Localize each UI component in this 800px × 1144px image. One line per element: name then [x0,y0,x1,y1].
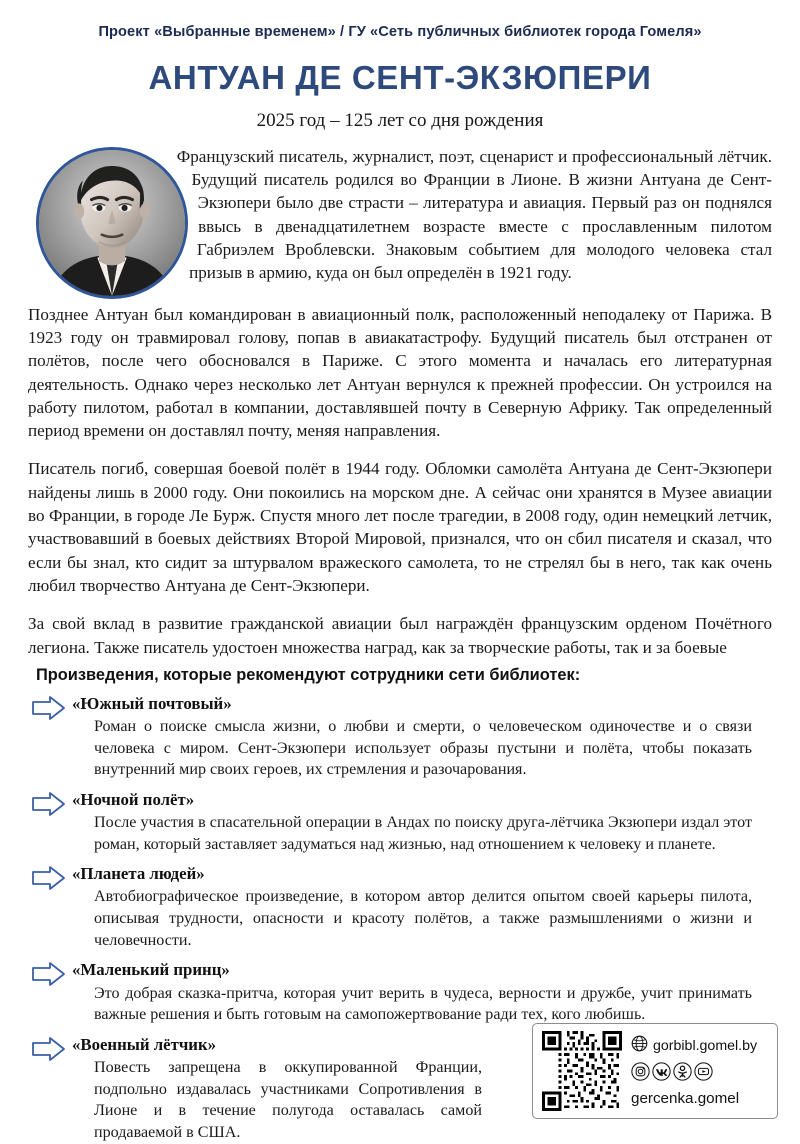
arrow-right-icon [30,790,68,818]
biography-paragraph-1: Французский писатель, журналист, поэт, сценарист и профессиональный лётчик. Будущий писатель родился во Франции в Лионе. В жизни Антуана де Сент-Экзюпери было две страсти – литература и авиация. Первый раз он поднялся ввысь в двенадцатилетнем возрасте вместе с прославленным пилотом Габриэлем Вроблевски. Знаковым событием для молодого человека стал призыв в армию, куда он был определён в 1921 году. [176,146,772,283]
work-title: «Планета людей» [72,864,205,884]
vk-icon[interactable] [652,1062,671,1086]
portrait-photo [36,147,188,299]
website-row[interactable] [631,1035,757,1057]
arrow-right-icon [30,864,68,892]
work-item [28,694,772,781]
youtube-icon[interactable] [694,1062,713,1086]
social-icons-row [631,1062,757,1086]
contact-details [631,1035,757,1107]
website-url: gorbibl.gomel.by [653,1038,758,1054]
work-title: «Ночной полёт» [72,789,195,809]
work-item [28,864,772,951]
work-title: «Южный почтовый» [72,693,232,713]
biography-paragraph-4: За свой вклад в развитие гражданской авиации был награждён французским орденом Почётного легиона. Также писатель удостоен множества наград, как за творческие работы, так и за боевые [28,614,772,657]
biography-paragraph-3: Писатель погиб, совершая боевой полёт в 1944 году. Обломки самолёта Антуана де Сент-Экзюпери найдены лишь в 2000 году. Они покоились на морском дне. А сейчас они хранятся в Музее авиации во Франции, в городе Ле Бурж. Спустя много лет после трагедии, в 2008 году, один немецкий летчик, участвовавший в боевых действиях Второй Мировой, признался, что он сбил писателя и сказал, что если бы знал, кто сидит за штурвалом вражеского самолета, то не стрелял бы в него, так как очень любил творчество Антуана де Сент-Экзюпери. [28,459,772,595]
work-description: Автобиографическое произведение, в котором автор делится опытом своей карьеры пилота, описывая трудности, опасности и красоту полётов, а также размышлениями о жизни и человечности. [94,888,752,949]
work-description: Это добрая сказка-притча, которая учит верить в чудеса, верности и дружбе, учит принимать важные решения и быть готовым на самопожертвование ради тех, кого любишь. [94,984,752,1024]
work-item [28,790,772,855]
odnoklassniki-icon[interactable] [673,1062,692,1086]
works-section-heading: Произведения, которые рекомендуют сотрудники сети библиотек: [36,665,581,684]
social-handle: gercenka.gomel [631,1090,740,1107]
arrow-right-icon [30,1035,68,1063]
qr-code[interactable] [542,1031,622,1111]
work-description: Повесть запрещена в оккупированной Франции, подпольно издавалась участниками Сопротивления в Лионе и в течение полугода оставалась самой продаваемой в США. [94,1058,482,1141]
arrow-right-icon [30,694,68,722]
contact-card [532,1023,778,1119]
page-title: АНТУАН ДЕ СЕНТ-ЭКЗЮПЕРИ [148,59,652,96]
work-description: После участия в спасательной операции в Андах по поиску друга-лётчика Экзюпери издал этот роман, который заставляет задуматься над жизнью, над отношением к человеку и планете. [94,814,752,853]
work-description: Роман о поиске смысла жизни, о любви и смерти, о человеческом одиночестве и о связи человека с миром. Сент-Экзюпери использует образы пустыни и полёта, чтобы показать внутренний мир своих героев, их стремления и разочарования. [94,717,752,779]
work-item [28,960,772,1025]
globe-icon [631,1035,648,1057]
portrait-illustration [39,150,185,296]
anniversary-subtitle: 2025 год – 125 лет со дня рождения [256,109,544,131]
biography-paragraph-2: Позднее Антуан был командирован в авиационный полк, расположенный неподалеку от Парижа. В 1923 году он травмировал голову, попав в авиакатастрофу. Будущий писатель был отстранен от полётов, после чего обосновался в Париже. С этого момента и началась его литературная деятельность. Однако через несколько лет Антуан вернулся к прежней профессии. Он устроился на работу пилотом, работал в компании, доставлявшей почту в Северную Африку. Так определенный период времени он доставлял почту, меняя направления. [28,304,772,441]
project-line: Проект «Выбранные временем» / ГУ «Сеть публичных библиотек города Гомеля» [98,24,702,40]
work-title: «Маленький принц» [72,960,230,980]
work-title: «Военный лётчик» [72,1034,217,1054]
instagram-icon[interactable] [631,1062,650,1086]
intro-block [28,145,772,285]
arrow-right-icon [30,960,68,988]
